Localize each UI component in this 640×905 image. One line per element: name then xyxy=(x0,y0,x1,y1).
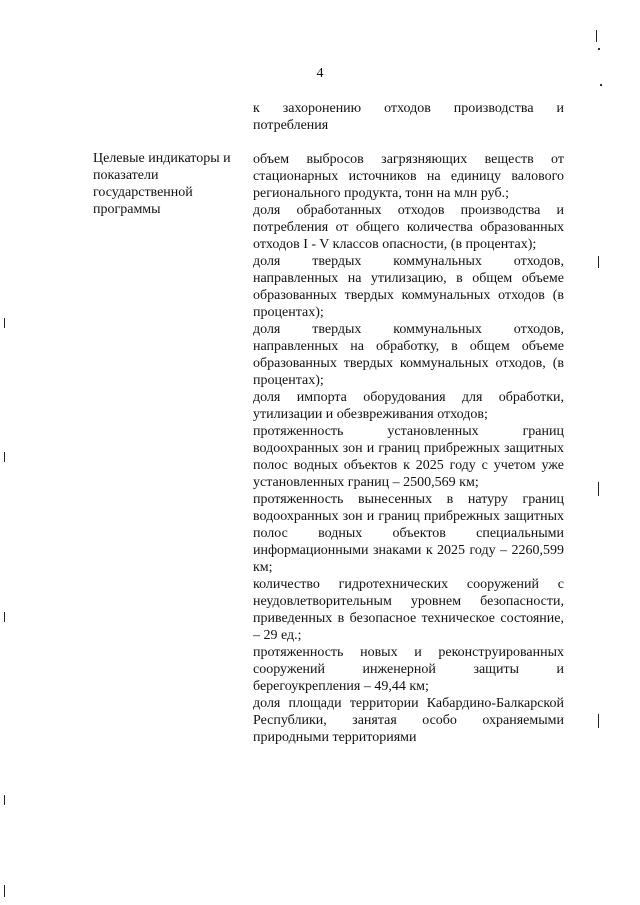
scan-mark xyxy=(4,452,5,462)
scan-mark xyxy=(596,30,597,42)
indicator-item: доля площади территории Кабардино-Балкарской Республики, занятая особо охраняемыми природными территориями xyxy=(253,696,564,745)
indicator-item: доля твердых коммунальных отходов, направленных на утилизацию, в общем объеме образованных твердых коммунальных отходов (в процентах); xyxy=(253,254,564,320)
indicator-item: доля импорта оборудования для обработки, утилизации и обезвреживания отходов; xyxy=(253,390,564,422)
scan-mark xyxy=(598,482,599,496)
scan-mark xyxy=(600,84,602,86)
indicator-item: объем выбросов загрязняющих веществ от стационарных источников на единицу валового регионального продукта, тонн на млн руб.; xyxy=(253,152,564,201)
scan-mark xyxy=(598,714,599,728)
scan-mark xyxy=(4,612,5,622)
page-number: 4 xyxy=(316,66,324,81)
continuation-text xyxy=(253,100,564,134)
indicator-item: протяженность новых и реконструированных сооружений инженерной защиты и берегоукрепления – 49,44 км; xyxy=(253,645,564,694)
scan-mark xyxy=(598,48,600,50)
indicator-item: протяженность вынесенных в натуру границ водоохранных зон и границ прибрежных защитных полос водных объектов специальными информационными знаками к 2025 году – 2260,599 км; xyxy=(253,492,564,575)
indicators-list xyxy=(253,151,564,746)
scan-mark xyxy=(4,885,5,897)
section-label: Целевые индикаторы и показатели государственной программы xyxy=(93,151,231,217)
continuation-paragraph: к захоронению отходов производства и потребления xyxy=(253,101,564,133)
indicator-item: доля обработанных отходов производства и потребления от общего количества образованных отходов I - V классов опасности, (в процентах); xyxy=(253,203,564,252)
indicator-item: количество гидротехнических сооружений с неудовлетворительным уровнем безопасности, приведенных в безопасное техническое состояние, – 29 ед.; xyxy=(253,577,564,643)
scan-mark xyxy=(4,318,5,328)
scan-mark xyxy=(4,795,5,805)
indicator-item: протяженность установленных границ водоохранных зон и границ прибрежных защитных полос водных объектов к 2025 году с учетом уже установленных границ – 2500,569 км; xyxy=(253,424,564,490)
indicator-item: доля твердых коммунальных отходов, направленных на обработку, в общем объеме образованных твердых коммунальных отходов, (в процентах); xyxy=(253,322,564,388)
scan-mark xyxy=(598,256,599,268)
